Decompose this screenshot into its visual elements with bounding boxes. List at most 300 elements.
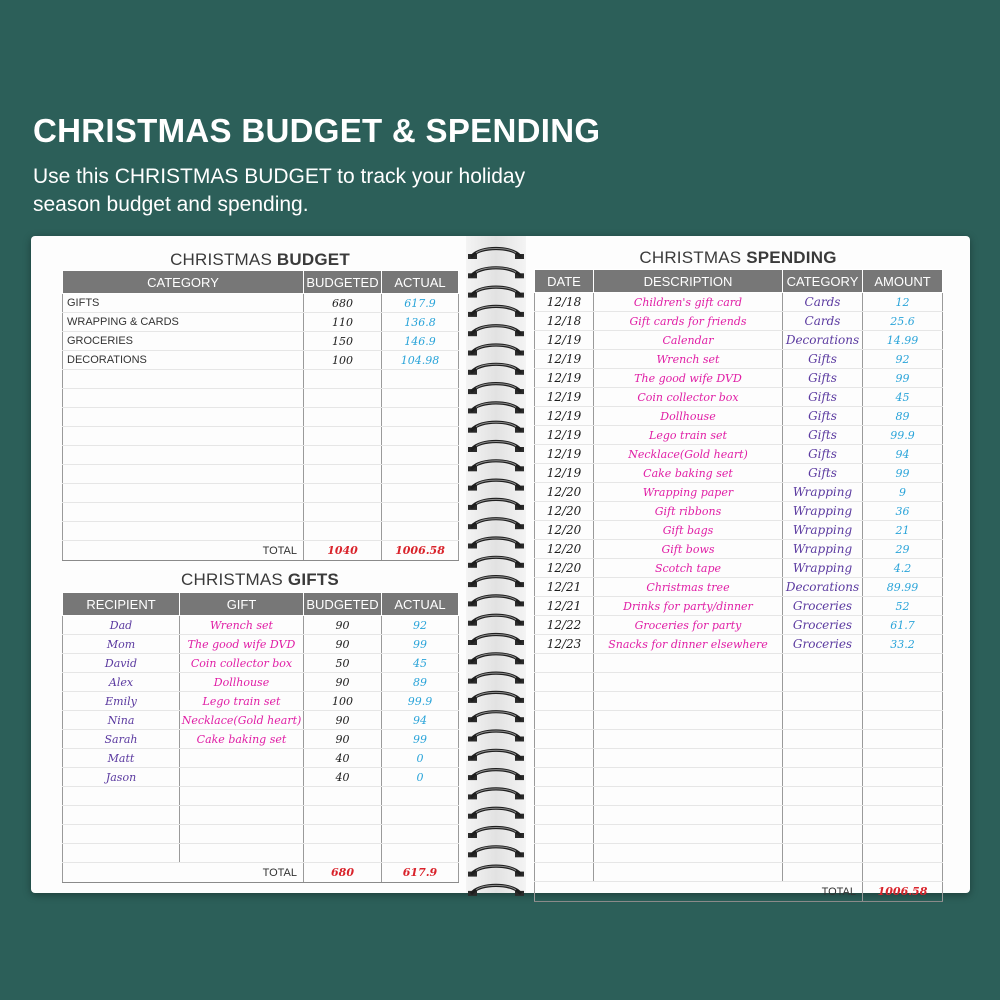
budget-actual-cell — [382, 370, 459, 389]
table-row — [63, 787, 459, 806]
table-row — [63, 673, 459, 692]
spending-category-cell — [783, 692, 863, 711]
spending-amount-cell — [863, 692, 943, 711]
gift-name-cell — [180, 806, 304, 825]
table-row — [63, 332, 459, 351]
spending-amount-cell — [863, 673, 943, 692]
spending-amount-cell: 14.99 — [863, 331, 943, 350]
spending-date-cell — [535, 692, 594, 711]
gift-actual-cell — [382, 787, 459, 806]
budget-actual-cell — [382, 503, 459, 522]
gift-recipient-cell: Mom — [63, 635, 180, 654]
table-row — [63, 446, 459, 465]
gift-recipient-cell — [63, 825, 180, 844]
table-row — [63, 294, 459, 313]
spending-amount-cell: 29 — [863, 540, 943, 559]
spending-description-cell: Cake baking set — [594, 464, 783, 483]
budget-budgeted-cell — [304, 522, 382, 541]
spending-amount-cell: 52 — [863, 597, 943, 616]
spending-date-cell: 12/20 — [535, 559, 594, 578]
spending-description-cell — [594, 863, 783, 882]
spending-amount-cell: 92 — [863, 350, 943, 369]
budget-category-cell — [63, 484, 304, 503]
spending-category-cell — [783, 787, 863, 806]
budget-category-cell — [63, 503, 304, 522]
gift-name-cell — [180, 787, 304, 806]
spending-description-cell: Snacks for dinner elsewhere — [594, 635, 783, 654]
spending-col-category: CATEGORY — [783, 270, 863, 293]
spending-category-cell — [783, 768, 863, 787]
gift-budgeted-cell: 90 — [304, 730, 382, 749]
gift-actual-cell: 0 — [382, 749, 459, 768]
spending-category-cell: Gifts — [783, 369, 863, 388]
gifts-col-recipient: RECIPIENT — [63, 593, 180, 616]
table-row — [535, 464, 943, 483]
table-row — [63, 427, 459, 446]
spending-date-cell: 12/19 — [535, 331, 594, 350]
spending-amount-cell — [863, 711, 943, 730]
gift-budgeted-cell: 90 — [304, 635, 382, 654]
gift-name-cell: Wrench set — [180, 616, 304, 635]
table-row — [535, 331, 943, 350]
budget-category-cell: GIFTS — [63, 294, 304, 313]
budget-actual-cell — [382, 446, 459, 465]
gifts-total-row — [63, 863, 459, 883]
spending-date-cell — [535, 768, 594, 787]
budget-category-cell — [63, 522, 304, 541]
spending-date-cell: 12/20 — [535, 483, 594, 502]
spending-category-cell — [783, 711, 863, 730]
table-row — [535, 768, 943, 787]
spending-category-cell: Wrapping — [783, 483, 863, 502]
budget-title-bold: BUDGET — [276, 250, 350, 269]
spending-description-cell: Wrench set — [594, 350, 783, 369]
table-row — [535, 825, 943, 844]
gifts-col-gift: GIFT — [180, 593, 304, 616]
gift-actual-cell: 99 — [382, 730, 459, 749]
spending-category-cell: Wrapping — [783, 502, 863, 521]
table-row — [535, 350, 943, 369]
spending-category-cell: Gifts — [783, 407, 863, 426]
budget-total-label: TOTAL — [63, 541, 304, 561]
gift-budgeted-cell: 100 — [304, 692, 382, 711]
table-row — [535, 787, 943, 806]
gifts-title-plain: CHRISTMAS — [181, 570, 288, 589]
budget-title — [62, 250, 458, 270]
spending-amount-cell — [863, 806, 943, 825]
gift-recipient-cell: Sarah — [63, 730, 180, 749]
spending-category-cell: Decorations — [783, 578, 863, 597]
budget-budgeted-cell: 100 — [304, 351, 382, 370]
budget-category-cell — [63, 465, 304, 484]
budget-actual-cell: 136.8 — [382, 313, 459, 332]
budget-category-cell: DECORATIONS — [63, 351, 304, 370]
table-row — [63, 730, 459, 749]
gifts-col-budgeted: BUDGETED — [304, 593, 382, 616]
spending-amount-cell — [863, 863, 943, 882]
spending-amount-cell — [863, 844, 943, 863]
budget-category-cell — [63, 389, 304, 408]
table-row — [63, 844, 459, 863]
table-row — [535, 293, 943, 312]
spending-date-cell: 12/19 — [535, 445, 594, 464]
spending-amount-cell: 99 — [863, 369, 943, 388]
gift-actual-cell: 94 — [382, 711, 459, 730]
table-row — [535, 540, 943, 559]
gift-actual-cell — [382, 844, 459, 863]
spending-date-cell — [535, 749, 594, 768]
spending-description-cell: The good wife DVD — [594, 369, 783, 388]
spending-category-cell: Groceries — [783, 616, 863, 635]
table-row — [535, 521, 943, 540]
budget-actual-cell — [382, 484, 459, 503]
spending-description-cell: Gift cards for friends — [594, 312, 783, 331]
spending-amount-cell: 25.6 — [863, 312, 943, 331]
spending-title — [534, 248, 942, 268]
gift-name-cell: Coin collector box — [180, 654, 304, 673]
gift-name-cell: The good wife DVD — [180, 635, 304, 654]
spending-category-cell: Groceries — [783, 635, 863, 654]
budget-table — [62, 270, 459, 561]
spending-amount-cell: 45 — [863, 388, 943, 407]
table-row — [63, 768, 459, 787]
budget-category-cell — [63, 408, 304, 427]
budget-total-budgeted: 1040 — [304, 541, 382, 561]
spending-date-cell: 12/19 — [535, 388, 594, 407]
spending-category-cell — [783, 749, 863, 768]
table-row — [63, 370, 459, 389]
spending-amount-cell — [863, 825, 943, 844]
spending-description-cell: Gift ribbons — [594, 502, 783, 521]
table-row — [63, 635, 459, 654]
spending-description-cell: Scotch tape — [594, 559, 783, 578]
spending-description-cell — [594, 749, 783, 768]
gifts-table — [62, 592, 459, 883]
spending-category-cell: Decorations — [783, 331, 863, 350]
spending-category-cell: Wrapping — [783, 540, 863, 559]
budget-budgeted-cell — [304, 427, 382, 446]
spending-category-cell — [783, 863, 863, 882]
table-row — [63, 522, 459, 541]
budget-actual-cell — [382, 465, 459, 484]
budget-budgeted-cell — [304, 465, 382, 484]
spending-description-cell — [594, 692, 783, 711]
gift-budgeted-cell: 40 — [304, 768, 382, 787]
table-row — [535, 711, 943, 730]
spending-amount-cell: 99.9 — [863, 426, 943, 445]
gift-recipient-cell: Emily — [63, 692, 180, 711]
spending-date-cell — [535, 730, 594, 749]
spending-amount-cell: 89.99 — [863, 578, 943, 597]
budget-actual-cell: 146.9 — [382, 332, 459, 351]
gift-recipient-cell: Alex — [63, 673, 180, 692]
spending-description-cell: Wrapping paper — [594, 483, 783, 502]
gift-budgeted-cell: 40 — [304, 749, 382, 768]
gift-recipient-cell — [63, 844, 180, 863]
budget-total-actual: 1006.58 — [382, 541, 459, 561]
spending-amount-cell — [863, 787, 943, 806]
table-row — [63, 825, 459, 844]
gifts-col-actual: ACTUAL — [382, 593, 459, 616]
table-row — [535, 806, 943, 825]
table-row — [63, 465, 459, 484]
spending-date-cell: 12/20 — [535, 540, 594, 559]
spending-category-cell: Gifts — [783, 445, 863, 464]
spending-date-cell: 12/19 — [535, 426, 594, 445]
budget-budgeted-cell — [304, 503, 382, 522]
gift-recipient-cell: Matt — [63, 749, 180, 768]
spending-date-cell — [535, 673, 594, 692]
spending-total-row — [535, 882, 943, 902]
spending-description-cell — [594, 806, 783, 825]
budget-budgeted-cell — [304, 408, 382, 427]
spending-description-cell: Coin collector box — [594, 388, 783, 407]
spending-description-cell — [594, 711, 783, 730]
gift-budgeted-cell: 90 — [304, 711, 382, 730]
spending-amount-cell: 21 — [863, 521, 943, 540]
spending-total-amount: 1006.58 — [863, 882, 943, 902]
table-row — [63, 408, 459, 427]
spending-description-cell: Calendar — [594, 331, 783, 350]
spending-description-cell: Gift bags — [594, 521, 783, 540]
spending-date-cell — [535, 844, 594, 863]
budget-total-row — [63, 541, 459, 561]
spending-amount-cell: 94 — [863, 445, 943, 464]
spending-category-cell: Wrapping — [783, 559, 863, 578]
spending-category-cell: Gifts — [783, 464, 863, 483]
spending-category-cell: Gifts — [783, 388, 863, 407]
budget-actual-cell — [382, 389, 459, 408]
gift-recipient-cell: Jason — [63, 768, 180, 787]
budget-category-cell — [63, 446, 304, 465]
budget-title-plain: CHRISTMAS — [170, 250, 277, 269]
spending-category-cell — [783, 806, 863, 825]
budget-actual-cell — [382, 408, 459, 427]
table-row — [535, 388, 943, 407]
spending-date-cell — [535, 825, 594, 844]
budget-budgeted-cell: 110 — [304, 313, 382, 332]
spending-amount-cell: 99 — [863, 464, 943, 483]
gift-name-cell — [180, 749, 304, 768]
table-row — [63, 711, 459, 730]
spending-col-date: DATE — [535, 270, 594, 293]
spending-description-cell — [594, 673, 783, 692]
spending-category-cell — [783, 825, 863, 844]
table-row — [63, 389, 459, 408]
gift-recipient-cell — [63, 787, 180, 806]
spending-description-cell — [594, 730, 783, 749]
budget-col-budgeted: BUDGETED — [304, 271, 382, 294]
budget-col-actual: ACTUAL — [382, 271, 459, 294]
spending-description-cell: Drinks for party/dinner — [594, 597, 783, 616]
budget-category-cell — [63, 427, 304, 446]
spending-amount-cell: 33.2 — [863, 635, 943, 654]
spending-description-cell — [594, 844, 783, 863]
table-row — [63, 692, 459, 711]
gift-name-cell: Cake baking set — [180, 730, 304, 749]
budget-col-category: CATEGORY — [63, 271, 304, 294]
gift-name-cell: Dollhouse — [180, 673, 304, 692]
gift-actual-cell: 45 — [382, 654, 459, 673]
spending-category-cell — [783, 844, 863, 863]
gift-recipient-cell: Dad — [63, 616, 180, 635]
budget-actual-cell: 104.98 — [382, 351, 459, 370]
table-row — [63, 313, 459, 332]
spending-date-cell — [535, 806, 594, 825]
gift-budgeted-cell: 90 — [304, 673, 382, 692]
spending-description-cell: Gift bows — [594, 540, 783, 559]
spending-date-cell: 12/18 — [535, 312, 594, 331]
table-row — [63, 616, 459, 635]
spending-description-cell: Children's gift card — [594, 293, 783, 312]
table-row — [535, 635, 943, 654]
gift-budgeted-cell: 90 — [304, 616, 382, 635]
table-row — [535, 654, 943, 673]
spending-table — [534, 269, 943, 902]
table-row — [535, 597, 943, 616]
table-row — [535, 426, 943, 445]
gifts-total-budgeted: 680 — [304, 863, 382, 883]
budget-actual-cell: 617.9 — [382, 294, 459, 313]
gift-actual-cell: 99.9 — [382, 692, 459, 711]
budget-actual-cell — [382, 522, 459, 541]
table-row — [63, 654, 459, 673]
table-row — [63, 806, 459, 825]
spending-amount-cell — [863, 654, 943, 673]
page-subtitle: Use this CHRISTMAS BUDGET to track your holiday season budget and spending. — [33, 165, 526, 216]
spending-category-cell: Groceries — [783, 597, 863, 616]
table-row — [535, 616, 943, 635]
gift-name-cell: Necklace(Gold heart) — [180, 711, 304, 730]
budget-budgeted-cell — [304, 370, 382, 389]
spending-description-cell: Lego train set — [594, 426, 783, 445]
table-row — [535, 559, 943, 578]
gift-budgeted-cell — [304, 825, 382, 844]
gift-name-cell: Lego train set — [180, 692, 304, 711]
spending-category-cell: Wrapping — [783, 521, 863, 540]
spending-amount-cell: 36 — [863, 502, 943, 521]
spending-date-cell: 12/23 — [535, 635, 594, 654]
gift-name-cell — [180, 825, 304, 844]
gift-name-cell — [180, 768, 304, 787]
gifts-total-label: TOTAL — [63, 863, 304, 883]
spending-date-cell: 12/19 — [535, 350, 594, 369]
spending-date-cell: 12/20 — [535, 521, 594, 540]
table-row — [535, 673, 943, 692]
spending-category-cell: Gifts — [783, 350, 863, 369]
spending-description-cell: Necklace(Gold heart) — [594, 445, 783, 464]
gift-budgeted-cell — [304, 806, 382, 825]
spending-date-cell — [535, 863, 594, 882]
table-row — [535, 312, 943, 331]
gifts-title-bold: GIFTS — [287, 570, 339, 589]
budget-budgeted-cell — [304, 484, 382, 503]
gift-name-cell — [180, 844, 304, 863]
table-row — [535, 369, 943, 388]
spending-date-cell — [535, 787, 594, 806]
spending-col-amount: AMOUNT — [863, 270, 943, 293]
table-row — [535, 749, 943, 768]
spending-col-description: DESCRIPTION — [594, 270, 783, 293]
budget-budgeted-cell: 680 — [304, 294, 382, 313]
table-row — [535, 407, 943, 426]
spending-description-cell: Groceries for party — [594, 616, 783, 635]
gift-actual-cell: 92 — [382, 616, 459, 635]
spending-category-cell: Gifts — [783, 426, 863, 445]
table-row — [63, 351, 459, 370]
spending-date-cell: 12/22 — [535, 616, 594, 635]
spending-date-cell: 12/19 — [535, 369, 594, 388]
table-row — [535, 730, 943, 749]
gift-actual-cell — [382, 806, 459, 825]
spending-total-label: TOTAL — [535, 882, 863, 902]
spending-description-cell — [594, 654, 783, 673]
table-row — [535, 578, 943, 597]
gift-recipient-cell — [63, 806, 180, 825]
gifts-total-actual: 617.9 — [382, 863, 459, 883]
gift-actual-cell — [382, 825, 459, 844]
spending-amount-cell: 61.7 — [863, 616, 943, 635]
spending-date-cell: 12/19 — [535, 407, 594, 426]
spending-category-cell — [783, 673, 863, 692]
spending-date-cell: 12/18 — [535, 293, 594, 312]
spending-title-bold: SPENDING — [746, 248, 837, 267]
spending-amount-cell: 4.2 — [863, 559, 943, 578]
budget-category-cell — [63, 370, 304, 389]
spending-description-cell — [594, 768, 783, 787]
spending-description-cell — [594, 825, 783, 844]
budget-budgeted-cell — [304, 446, 382, 465]
table-row — [535, 844, 943, 863]
budget-actual-cell — [382, 427, 459, 446]
spending-date-cell: 12/19 — [535, 464, 594, 483]
table-row — [535, 483, 943, 502]
table-row — [63, 484, 459, 503]
spending-amount-cell — [863, 768, 943, 787]
gifts-title — [62, 570, 458, 590]
spending-date-cell: 12/21 — [535, 597, 594, 616]
spending-category-cell: Cards — [783, 312, 863, 331]
spending-category-cell — [783, 654, 863, 673]
spending-description-cell: Christmas tree — [594, 578, 783, 597]
spending-title-plain: CHRISTMAS — [639, 248, 747, 267]
spending-category-cell — [783, 730, 863, 749]
gift-budgeted-cell — [304, 787, 382, 806]
gift-budgeted-cell: 50 — [304, 654, 382, 673]
spending-description-cell — [594, 787, 783, 806]
budget-category-cell: GROCERIES — [63, 332, 304, 351]
spending-amount-cell — [863, 730, 943, 749]
spending-description-cell: Dollhouse — [594, 407, 783, 426]
table-row — [535, 863, 943, 882]
spending-date-cell: 12/20 — [535, 502, 594, 521]
gift-budgeted-cell — [304, 844, 382, 863]
spending-category-cell: Cards — [783, 293, 863, 312]
table-row — [63, 503, 459, 522]
spending-amount-cell: 12 — [863, 293, 943, 312]
gift-actual-cell: 0 — [382, 768, 459, 787]
gift-recipient-cell: Nina — [63, 711, 180, 730]
budget-budgeted-cell: 150 — [304, 332, 382, 351]
gift-actual-cell: 89 — [382, 673, 459, 692]
gift-recipient-cell: David — [63, 654, 180, 673]
table-row — [63, 749, 459, 768]
spending-date-cell — [535, 654, 594, 673]
spending-amount-cell — [863, 749, 943, 768]
table-row — [535, 502, 943, 521]
budget-budgeted-cell — [304, 389, 382, 408]
spending-date-cell: 12/21 — [535, 578, 594, 597]
